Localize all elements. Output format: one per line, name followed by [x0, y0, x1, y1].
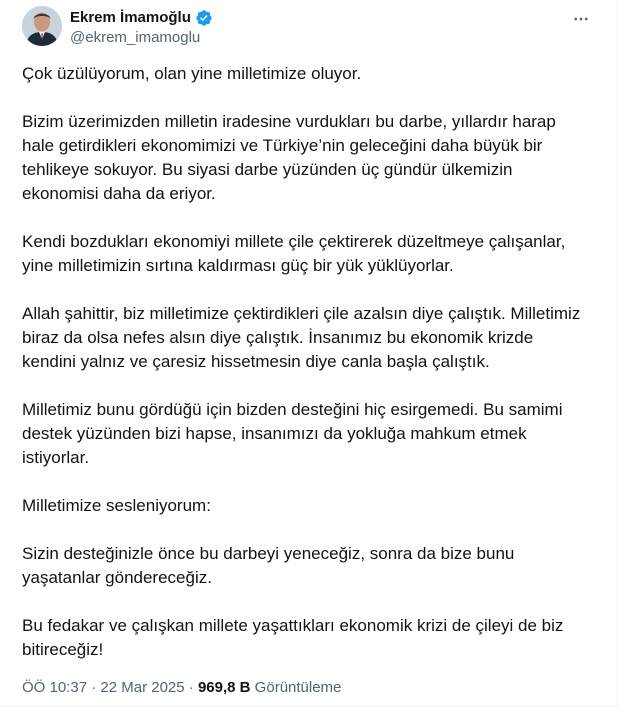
tweet-time[interactable]: ÖÖ 10:37 [22, 679, 88, 696]
tweet-paragraph: Çok üzülüyorum, olan yine milletimize oluyor. [22, 64, 362, 83]
tweet-date[interactable]: 22 Mar 2025 [100, 679, 185, 696]
tweet-text [22, 62, 588, 686]
meta-separator: · [184, 679, 198, 696]
avatar[interactable] [22, 6, 62, 46]
more-horizontal-icon [572, 10, 590, 28]
tweet-paragraph: Allah şahittir, biz milletimize çektirdikleri çile azalsın diye çalıştık. Milletimiz biraz da olsa nefes alsın diye çalıştık. İnsanımız bu ekonomik krizde kendini yalnız ve çaresiz hissetmesin diye canla başla çalıştık. [22, 304, 581, 371]
tweet-meta [22, 678, 341, 698]
meta-separator: · [87, 679, 101, 696]
views-count: 969,8 B [197, 679, 251, 696]
author-display-name-row[interactable] [70, 8, 213, 28]
tweet-paragraph: Milletimize sesleniyorum: [22, 496, 211, 515]
author-display-name[interactable]: Ekrem İmamoğlu [70, 9, 191, 26]
tweet-paragraph: Kendi bozdukları ekonomiyi millete çile çektirerek düzeltmeye çalışanlar, yine milletimizin sırtına kaldırması güç bir yük yüklüyorlar. [22, 232, 566, 275]
verified-badge-icon[interactable] [195, 9, 213, 27]
author-names [70, 8, 213, 48]
avatar-image [22, 6, 62, 46]
tweet-paragraph: Bu fedakar ve çalışkan millete yaşattıkları ekonomik krizi de çileyi de biz bitireceğiz! [22, 616, 564, 659]
tweet-paragraph: Sizin desteğinizle önce bu darbeyi yeneceğiz, sonra da bize bunu yaşatanlar göndereceğiz. [22, 544, 515, 587]
tweet-header [20, 6, 598, 50]
author-handle[interactable]: @ekrem_imamoglu [70, 29, 201, 46]
tweet-paragraph: Bizim üzerimizden milletin iradesine vurdukları bu darbe, yıllardır harap hale getirdikleri ekonomimizi ve Türkiye’nin geleceğini daha büyük bir tehlikeye sokuyor. Bu siyasi darbe yüzünden üç gündür ülkemizin ekonomisi daha da eriyor. [22, 112, 556, 203]
tweet-paragraph: Milletimiz bunu gördüğü için bizden desteğini hiç esirgemedi. Bu samimi destek yüzünden bizi hapse, insanımızı da yokluğa mahkum etmek istiyorlar. [22, 400, 563, 467]
more-options-button[interactable] [564, 6, 598, 32]
views-label: Görüntüleme [250, 679, 342, 696]
